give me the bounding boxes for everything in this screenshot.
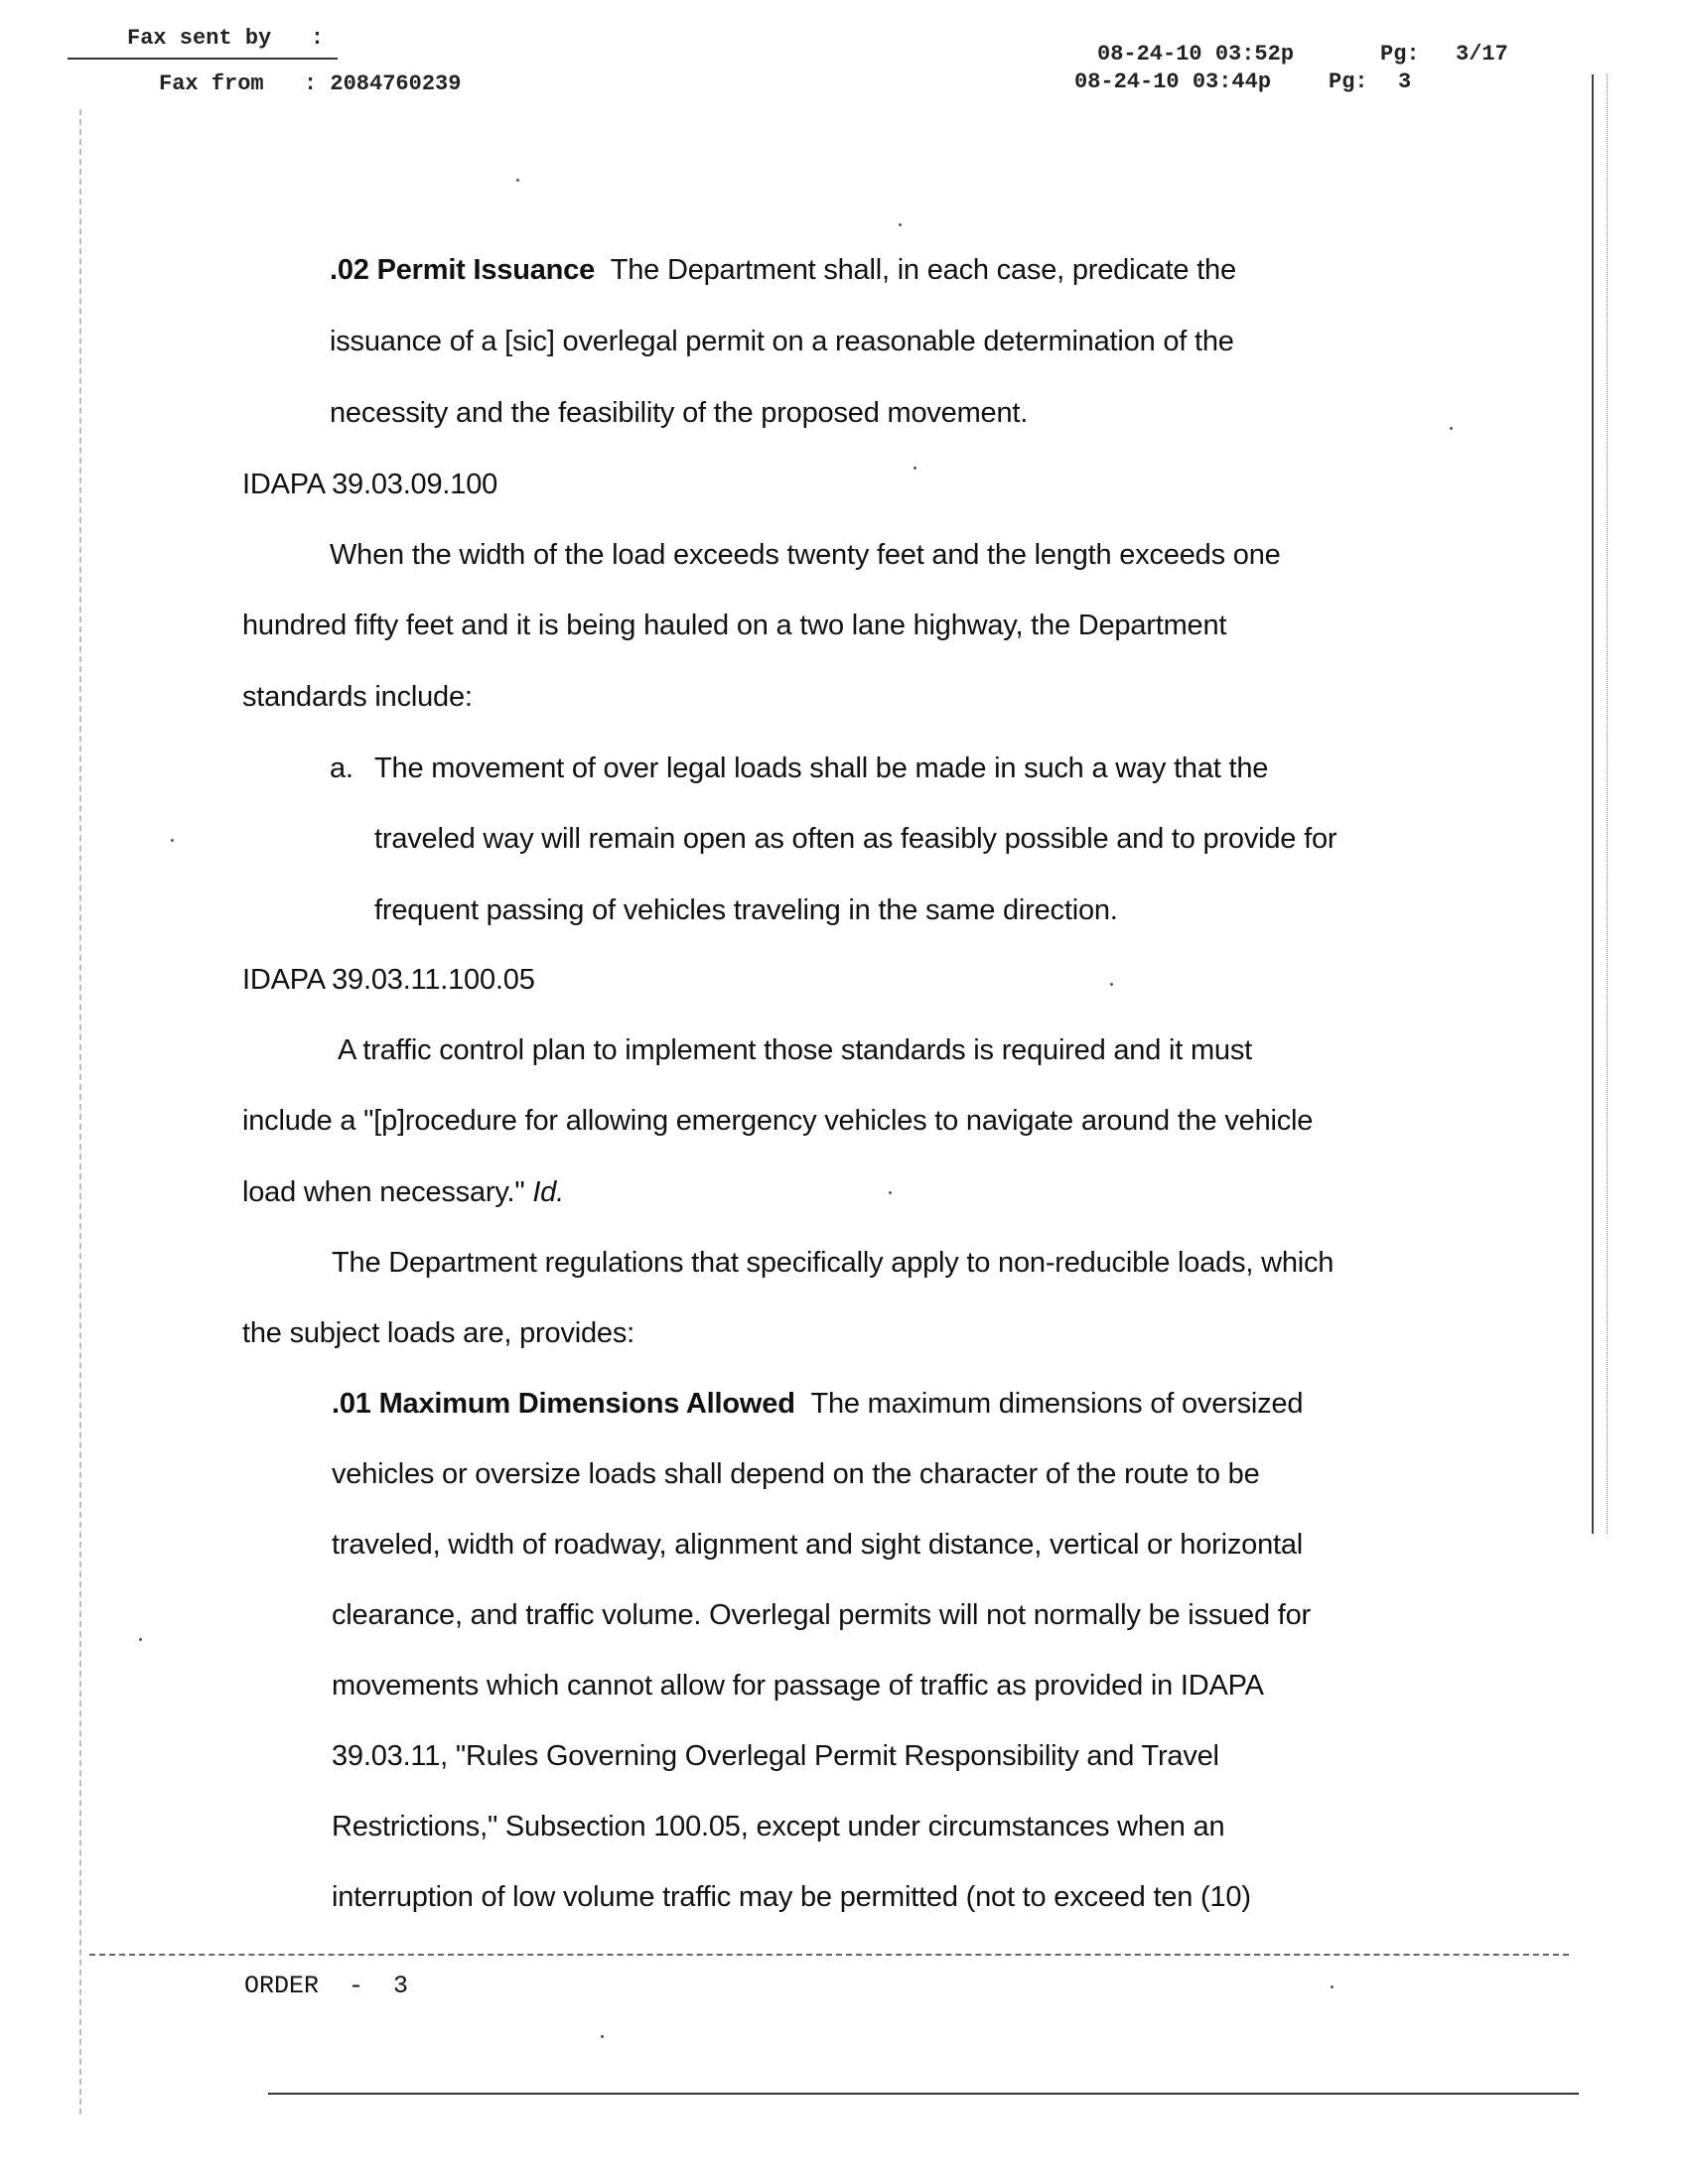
max-dimensions-line-8: interruption of low volume traffic may be permitted (not to exceed ten (10) [332,1881,1251,1913]
paragraph-1-line-2: hundred fifty feet and it is being hauled on a two lane highway, the Department [242,610,1227,641]
list-item-a-marker: a. [330,752,353,784]
paragraph-2-line-3-text: load when necessary." [242,1176,533,1208]
fax-header-underline [68,58,338,60]
permit-issuance-line-3: necessity and the feasibility of the proposed movement. [330,397,1029,429]
max-dimensions-line-1 [332,1386,1303,1422]
scan-speck [1110,983,1113,986]
fax-line2-page-label: Pg: [1329,69,1368,94]
scan-speck [1450,427,1453,430]
permit-issuance-text: The Department shall, in each case, predicate the [610,254,1236,286]
footer-order-page-label: ORDER - 3 [244,1972,409,2000]
footer-separator [89,1954,1569,1956]
scan-speck [601,2035,604,2038]
paragraph-3-line-1: The Department regulations that specifically apply to non-reducible loads, which [332,1247,1335,1279]
paragraph-1-line-3: standards include: [242,681,473,713]
scan-speck [516,179,519,182]
max-dimensions-line-4: clearance, and traffic volume. Overlegal permits will not normally be issued for [332,1599,1312,1631]
max-dimensions-line-5: movements which cannot allow for passage of traffic as provided in IDAPA [332,1670,1264,1702]
scan-speck [914,467,916,470]
citation-idapa-39-03-09-100: IDAPA 39.03.09.100 [242,469,498,500]
permit-issuance-line-1 [330,252,1236,288]
left-margin-scan-line [79,109,81,2115]
fax-line1-page-value: 3/17 [1456,42,1508,67]
fax-from-number: : 2084760239 [304,71,462,96]
id-citation: Id. [532,1176,564,1208]
scan-speck [889,1191,892,1194]
paragraph-2-line-2: include a "[p]rocedure for allowing emergency vehicles to navigate around the vehicle [242,1105,1314,1137]
paragraph-1-line-1: When the width of the load exceeds twenty feet and the length exceeds one [330,539,1281,571]
fax-from-label: Fax from [159,71,264,96]
list-item-a-line-1: The movement of over legal loads shall be made in such a way that the [374,752,1269,784]
paragraph-2-line-1: A traffic control plan to implement those standards is required and it must [338,1034,1253,1066]
fax-sent-by-label: Fax sent by : [127,26,325,51]
list-item-a-line-2: traveled way will remain open as often as feasibly possible and to provide for [374,823,1337,855]
max-dimensions-line-6: 39.03.11, "Rules Governing Overlegal Permit Responsibility and Travel [332,1740,1219,1772]
bottom-scan-line [268,2093,1579,2095]
right-edge-scan-line [1607,74,1608,1534]
max-dimensions-heading: .01 Maximum Dimensions Allowed [332,1388,795,1420]
max-dimensions-text: The maximum dimensions of oversized [810,1388,1304,1420]
scan-speck [139,1638,142,1641]
fax-line2-page-value: 3 [1398,69,1412,94]
right-margin-scan-line [1592,74,1594,1534]
permit-issuance-heading: .02 Permit Issuance [330,254,596,286]
max-dimensions-line-2: vehicles or oversize loads shall depend on the character of the route to be [332,1458,1260,1490]
max-dimensions-line-7: Restrictions," Subsection 100.05, except under circumstances when an [332,1811,1225,1843]
fax-line1-page-label: Pg: [1380,42,1420,67]
scan-speck [899,223,902,226]
citation-idapa-39-03-11-100-05: IDAPA 39.03.11.100.05 [242,964,535,996]
max-dimensions-line-3: traveled, width of roadway, alignment and sight distance, vertical or horizontal [332,1529,1304,1561]
scan-speck [171,839,174,842]
list-item-a-line-3: frequent passing of vehicles traveling in the same direction. [374,894,1118,926]
paragraph-2-line-3 [242,1174,564,1210]
permit-issuance-line-2: issuance of a [sic] overlegal permit on a reasonable determination of the [330,326,1234,357]
paragraph-3-line-2: the subject loads are, provides: [242,1317,634,1349]
fax-line2-datetime: 08-24-10 03:44p [1074,69,1272,94]
fax-line1-datetime: 08-24-10 03:52p [1097,42,1295,67]
scan-speck [1331,1985,1334,1988]
